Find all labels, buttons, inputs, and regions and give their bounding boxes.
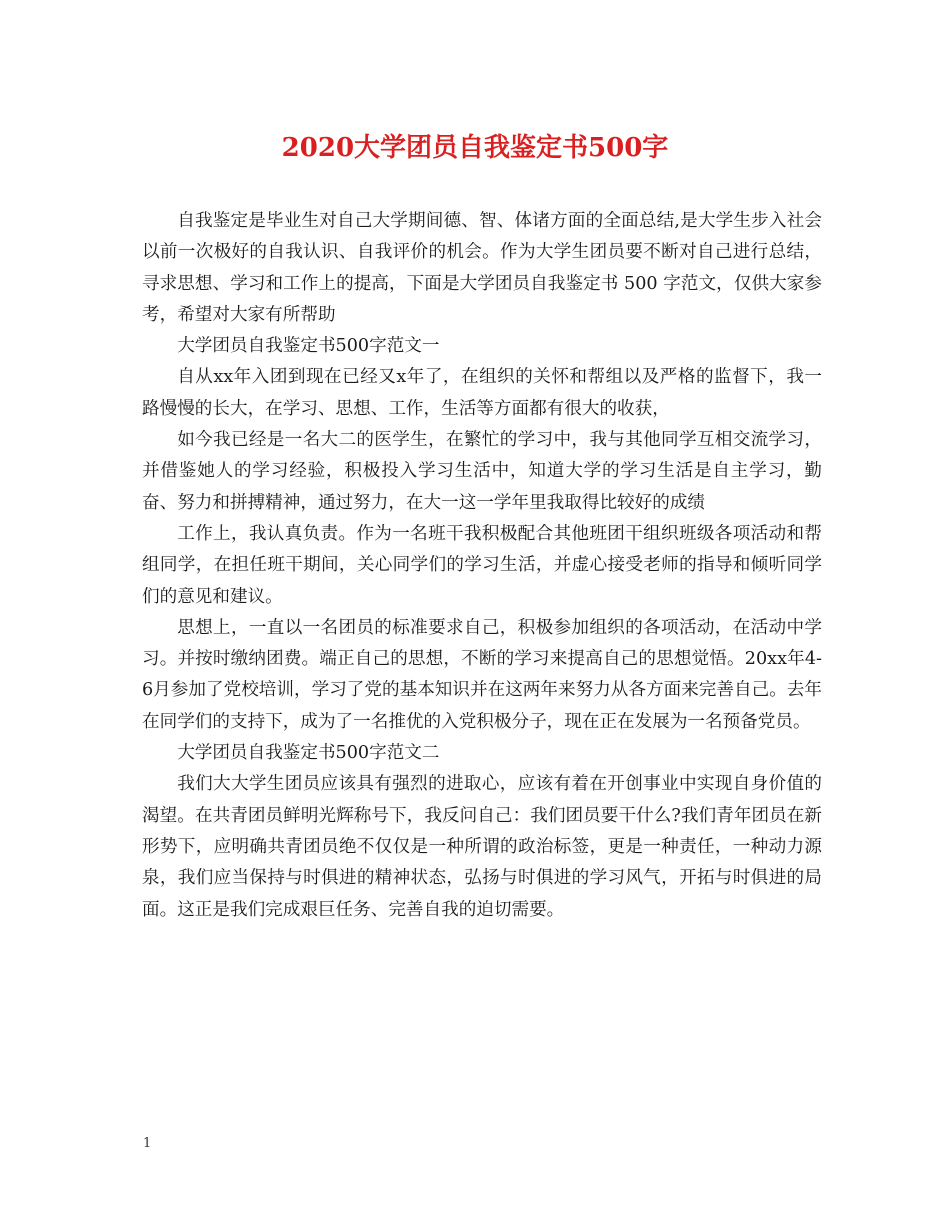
paragraph: 如今我已经是一名大二的医学生，在繁忙的学习中，我与其他同学互相交流学习，并借鉴她人的学习经验，积极投入学习生活中，知道大学的学习生活是自主学习，勤奋、努力和拼搏精神，通过努力，在大一这一学年里我取得比较好的成绩	[142, 430, 822, 513]
paragraph-intro: 自我鉴定是毕业生对自己大学期间德、智、体诸方面的全面总结,是大学生步入社会以前一次极好的自我认识、自我评价的机会。作为大学生团员要不断对自己进行总结，寻求思想、学习和工作上的提高，下面是大学团员自我鉴定书 500 字范文，仅供大家参考，希望对大家有所帮助	[142, 211, 822, 325]
document-title: 2020大学团员自我鉴定书500字	[281, 133, 669, 163]
paragraph: 我们大大学生团员应该具有强烈的进取心，应该有着在开创事业中实现自身价值的渴望。在共青团员鲜明光辉称号下，我反问自己：我们团员要干什么?我们青年团员在新形势下，应明确共青团员绝不仅仅是一种所谓的政治标签，更是一种责任，一种动力源泉，我们应当保持与时俱进的精神状态，弘扬与时俱进的学习风气，开拓与时俱进的局面。这正是我们完成艰巨任务、完善自我的迫切需要。	[142, 774, 822, 920]
section-heading-2: 大学团员自我鉴定书500字范文二	[177, 743, 440, 764]
paragraph: 自从xx年入团到现在已经又x年了，在组织的关怀和帮组以及严格的监督下，我一路慢慢的长大，在学习、思想、工作，生活等方面都有很大的收获，	[142, 367, 822, 419]
section-heading-1: 大学团员自我鉴定书500字范文一	[177, 336, 440, 357]
document-body	[142, 206, 822, 926]
page-number: 1	[143, 1136, 152, 1151]
paragraph: 思想上，一直以一名团员的标准要求自己，积极参加组织的各项活动，在活动中学习。并按时缴纳团费。端正自己的思想，不断的学习来提高自己的思想觉悟。20xx年4-6月参加了党校培训，学习了党的基本知识并在这两年来努力从各方面来完善自己。去年在同学们的支持下，成为了一名推优的入党积极分子，现在正在发展为一名预备党员。	[142, 617, 822, 732]
paragraph: 工作上，我认真负责。作为一名班干我积极配合其他班团干组织班级各项活动和帮组同学，在担任班干期间，关心同学们的学习生活，并虚心接受老师的指导和倾听同学们的意见和建议。	[142, 523, 822, 607]
